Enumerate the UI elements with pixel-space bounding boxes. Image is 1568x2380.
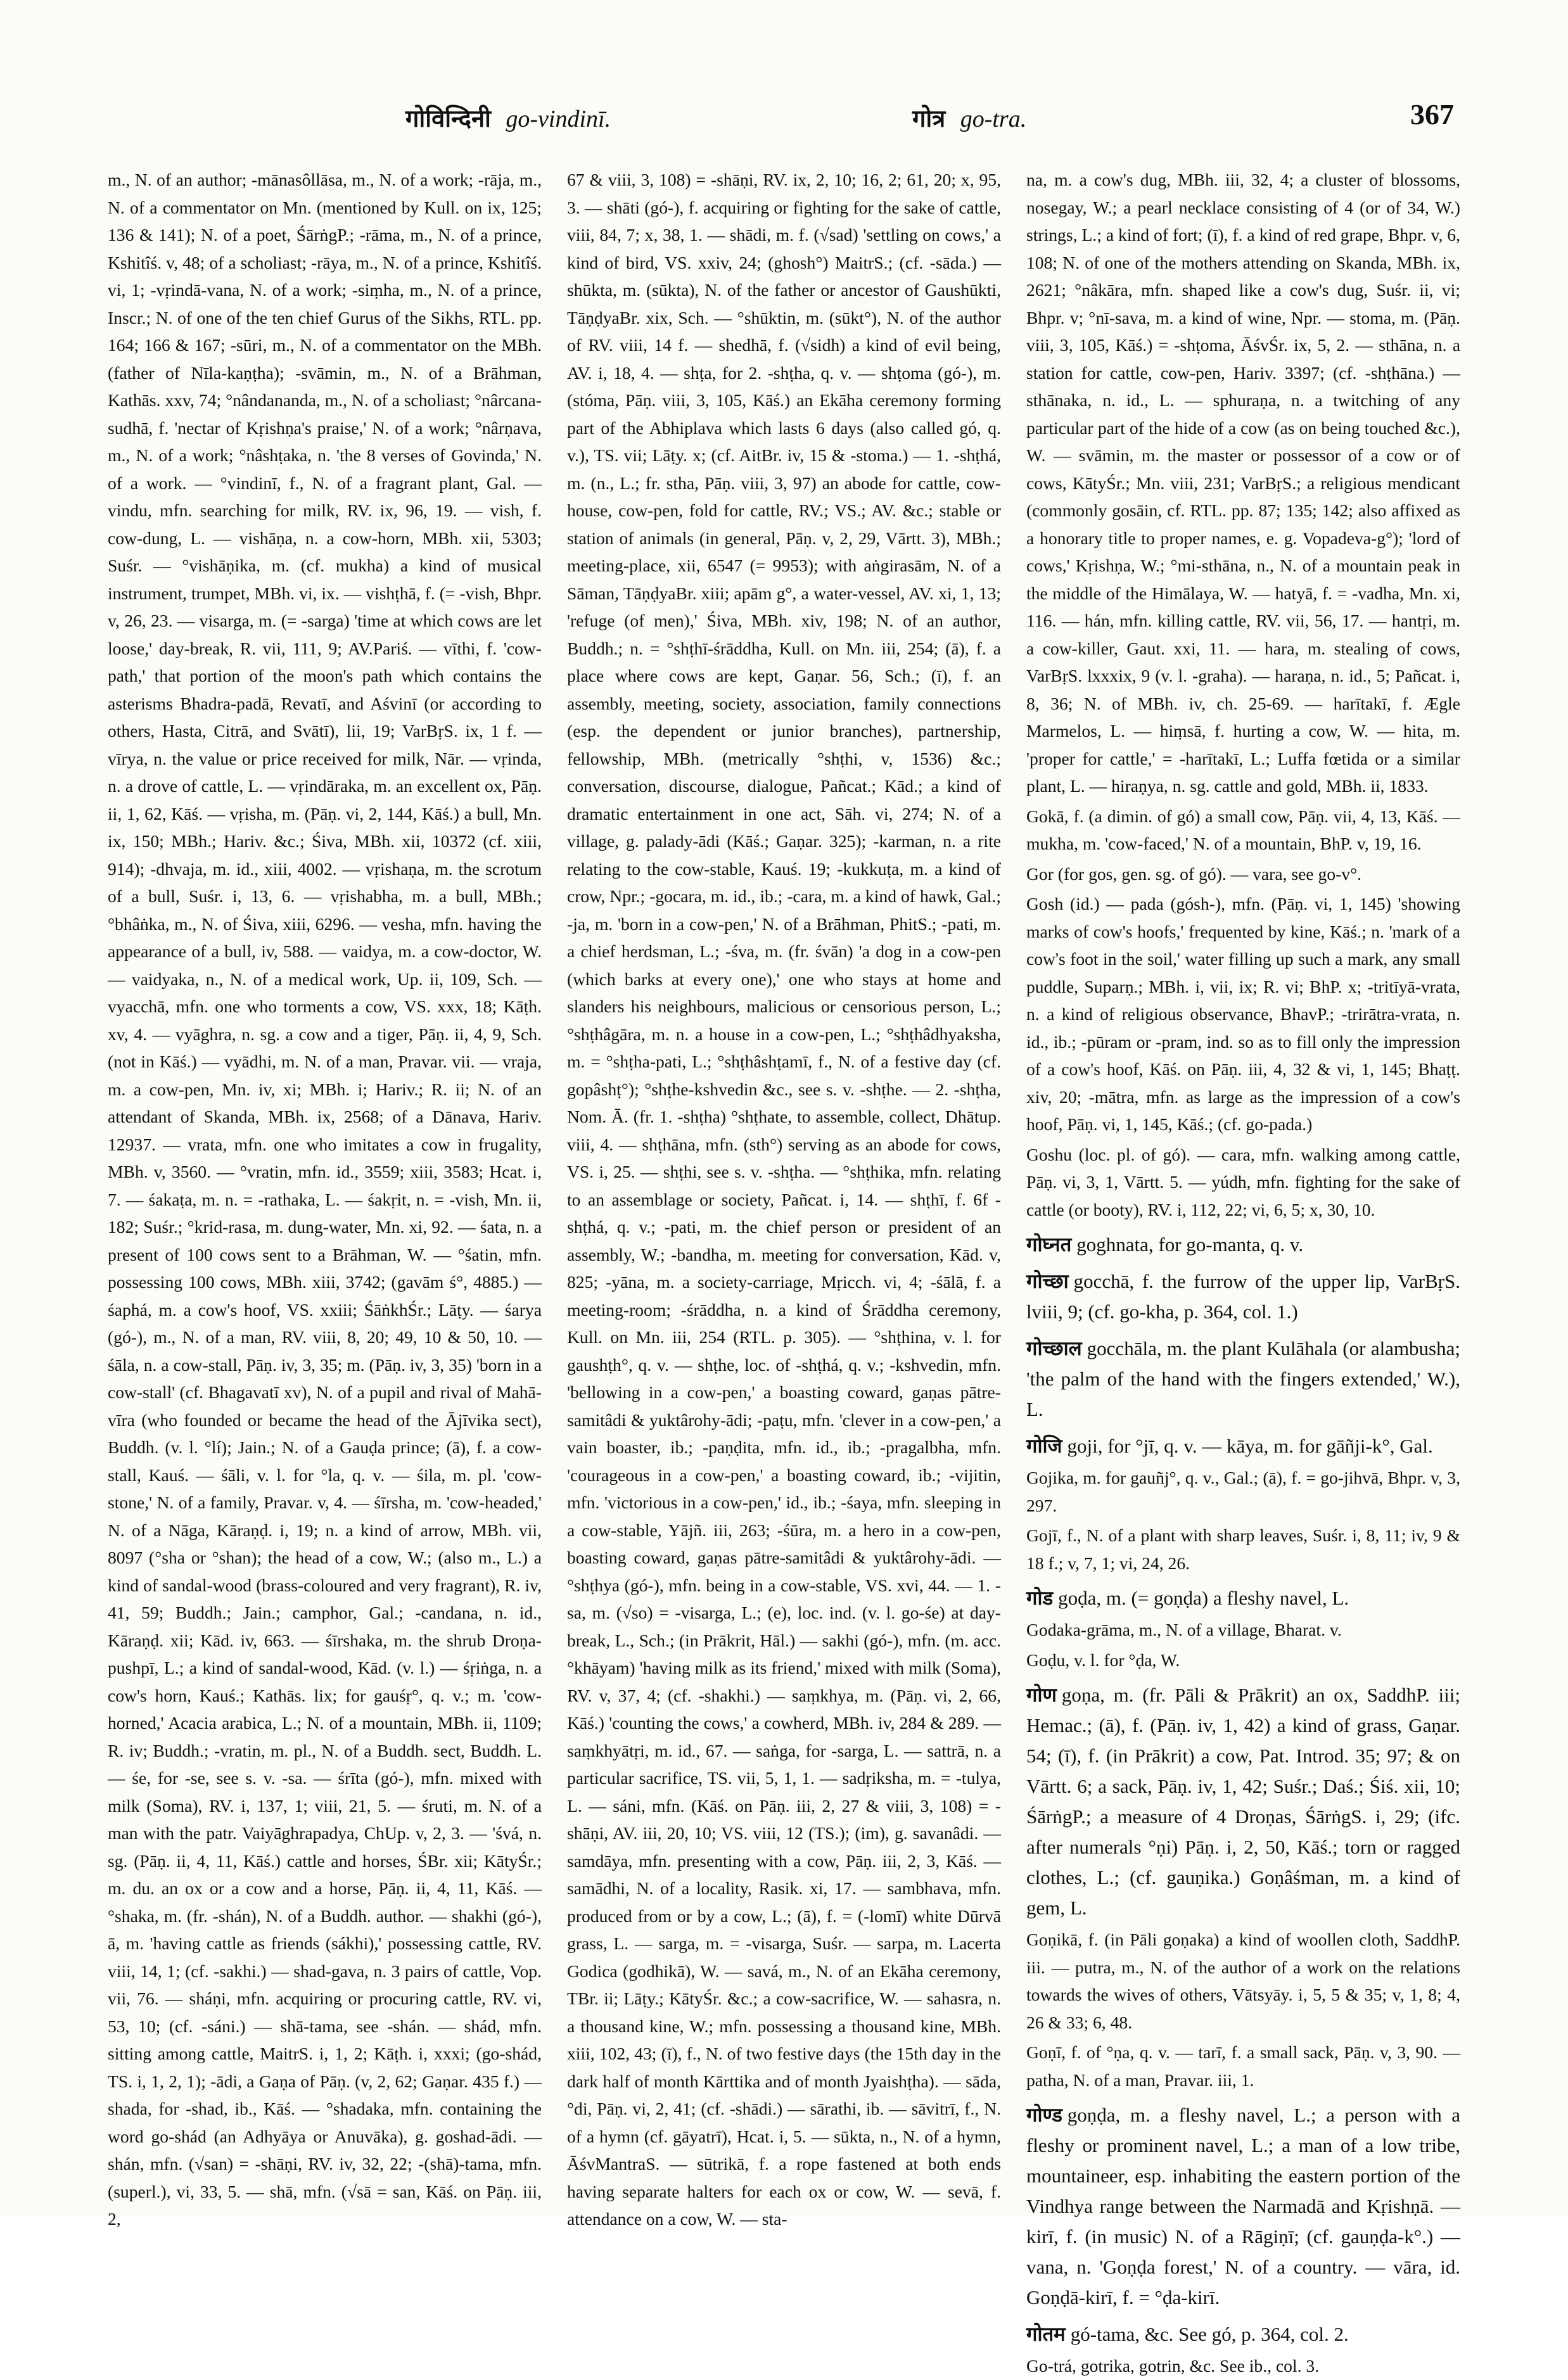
- headword-entry: [1026, 1266, 1460, 1327]
- column-3: [1026, 166, 1460, 2376]
- headword-devanagari: गोजि: [1026, 1435, 1062, 1458]
- headword-devanagari: गोच्छाल: [1026, 1337, 1082, 1360]
- headword-entry: [1026, 1230, 1460, 1260]
- headword-devanagari: गोण: [1026, 1684, 1057, 1707]
- page-header: [114, 98, 1454, 146]
- column-text: 67 & viii, 3, 108) = -shāṇi, RV. ix, 2, 10; 16, 2; 61, 20; x, 95, 3. — shāti (gó-), f. acquiring or fighting for the sake of cattle, viii, 84, 7; x, 38, 1. — shādi, m. f. (√sad) 'settling on cows,' a kind of bird, VS. xxiv, 24; (ghosh°) MaitrS.; (cf. -sāda.) — shūkta, m. (sūkta), N. of the father or ancestor of Gaushūkti, TāṇḍyaBr. xix, Sch. — °shūktin, m. (sūkt°), N. of the author of RV. viii, 14 f. — shedhā, f. (√sidh) a kind of evil being, AV. i, 18, 4. — shṭa, for 2. -shṭha, q. v. — shṭoma (gó-), m. (stóma, Pāṇ. viii, 3, 105, Kāś.) an Ekāha ceremony forming part of the Abhiplava which lasts 6 days (also called gó, q. v.), TS. vii; Lāṭy. x; (cf. AitBr. iv, 15 & -stoma.) — 1. -shṭhá, m. (n., L.; fr. stha, Pāṇ. viii, 3, 97) an abode for cattle, cow-house, cow-pen, fold for cattle, RV.; VS.; AV. &c.; stable or station of animals (in general, Pāṇ. v, 2, 29, Vārtt. 3), MBh.; meeting-place, xii, 6547 (= 9953); with aṅgirasām, N. of a Sāman, TāṇḍyaBr. xiii; apām g°, a water-vessel, AV. xi, 1, 13; 'refuge (of men),' Śiva, MBh. xiv, 198; N. of an author, Buddh.; n. = °shṭhī-śrāddha, Kull. on Mn. iii, 254; (ā), f. a place where cows are kept, Gaṇar. 56, Sch.; (ī), f. an assembly, meeting, society, association, family connections (esp. the dependent or junior branches), partnership, fellowship, MBh. (metrically °shṭhi, v, 1536) &c.; conversation, discourse, dialogue, Pañcat.; Kād.; a kind of dramatic entertainment in one act, Sāh. vi, 274; N. of a village, g. palady-ādi (Kāś.; Gaṇar. 325); -karman, n. a rite relating to the cow-stable, Kauś. 19; -kukkuṭa, m. a kind of crow, Npr.; -gocara, m. id., ib.; -cara, m. a kind of hawk, Gal.; -ja, m. 'born in a cow-pen,' N. of a Brāhman, PhitS.; -pati, m. a chief herdsman, L.; -śva, m. (fr. śvān) 'a dog in a cow-pen (which barks at every one),' one who stays at home and slanders his neighbours, malicious or censorious person, L.; °shṭhâgāra, m. n. a house in a cow-pen, L.; °shṭhâdhyaksha, m. = °shṭha-pati, L.; °shṭhâshṭamī, f., N. of a festive day (cf. gopâshṭ°); °shṭhe-kshvedin &c., see s. v. -shṭhe. — 2. -shṭha, Nom. Ā. (fr. 1. -shṭha) °shṭhate, to assemble, collect, Dhātup. viii, 4. — shṭhāna, mfn. (sth°) serving as an abode for cows, VS. i, 25. — shṭhi, see s. v. -shṭha. — °shṭhika, mfn. relating to an assemblage or society, Pañcat. i, 14. — shṭhī, f. 6f -shṭhá, q. v.; -pati, m. the chief person or president of an assembly, W.; -bandha, m. meeting for conversation, Kād. v, 825; -yāna, m. a society-carriage, Mṛicch. vi, 4; -śālā, f. a meeting-room; -śrāddha, n. a kind of Śrāddha ceremony, Kull. on Mn. iii, 254 (RTL. p. 305). — °shṭhina, v. l. for gaushṭh°, q. v. — shṭhe, loc. of -shṭhá, q. v.; -kshvedin, mfn. 'bellowing in a cow-pen,' a boasting coward, gaṇas pātre-samitâdi & yuktârohy-ādi; -paṭu, mfn. 'clever in a cow-pen,' a vain boaster, ib.; -paṇḍita, mfn. id., ib.; -pragalbha, mfn. 'courageous in a cow-pen,' a boasting coward, ib.; -vijitin, mfn. 'victorious in a cow-pen,' id., ib.; -śaya, mfn. sleeping in a cow-stable, Yājñ. iii, 263; -śūra, m. a hero in a cow-pen, boasting coward, gaṇas pātre-samitâdi & yuktârohy-ādi. — °shṭhya (gó-), mfn. being in a cow-stable, VS. xvi, 44. — 1. -sa, m. (√so) = -visarga, L.; (e), loc. ind. (v. l. go-śe) at day-break, L., Sch.; (in Prākrit, Hāl.) — sakhi (gó-), mfn. (m. acc. °khāyam) 'having milk as its friend,' mixed with milk (Soma), RV. v, 37, 4; (cf. -shakhi.) — saṃkhya, m. (Pāṇ. vi, 2, 66, Kāś.) 'counting the cows,' a cowherd, MBh. iv, 284 & 289. — saṃkhyātṛi, m. id., 67. — saṅga, for -sarga, L. — sattrā, n. a particular sacrifice, TS. vii, 5, 1, 1. — sadṛiksha, m. = -tulya, L. — sáni, mfn. (Kāś. on Pāṇ. iii, 2, 27 & viii, 3, 108) = -shāṇi, AV. iii, 20, 10; VS. viii, 12 (TS.); (im), g. savanâdi. — samdāya, mfn. presenting with a cow, Pāṇ. iii, 2, 3, Kāś. — samādhi, N. of a locality, Rasik. xi, 17. — sambhava, mfn. produced from or by a cow, L.; (ā), f. = (-lomī) white Dūrvā grass, L. — sarga, m. = -visarga, Suśr. — sarpa, m. Lacerta Godica (godhikā), W. — savá, m., N. of an Ekāha ceremony, TBr. ii; Lāṭy.; KātyŚr. &c.; a cow-sacrifice, W. — sahasra, n. a thousand kine, W.; mfn. possessing a thousand kine, MBh. xiii, 102, 43; (ī), f., N. of two festive days (the 15th day in the dark half of month Kārttika and of month Jyaishṭha). — sāda, °di, Pāṇ. vi, 2, 41; (cf. -shādi.) — sārathi, ib. — sāvitrī, f., N. of a hymn (cf. gāyatrī), Hcat. i, 5. — sūkta, n., N. of a hymn, ĀśvMantraS. — sūtrikā, f. a rope fastened at both ends having separate halters for each ox or cow, W. — sevā, f. attendance on a cow, W. — sta-: [567, 170, 1001, 2229]
- dictionary-entry: Goṇikā, f. (in Pāli goṇaka) a kind of woollen cloth, SaddhP. iii. — putra, m., N. of the author of a work on the relations towards the wives of others, Vātsyāy. i, 5, 5 & 35; v, 1, 8; 4, 26 & 33; 6, 48.: [1026, 1930, 1460, 2032]
- headword-devanagari: गोड: [1026, 1587, 1054, 1610]
- headword-text: gó-tama, &c. See gó, p. 364, col. 2.: [1070, 2323, 1349, 2345]
- dictionary-entry: Godaka-grāma, m., N. of a village, Bharat. v.: [1026, 1620, 1342, 1639]
- left-running-head: [405, 101, 611, 134]
- headword-entry: [1026, 2100, 1460, 2313]
- column-1: [108, 166, 542, 2229]
- dictionary-entry: Goṇī, f. of °ṇa, q. v. — tarī, f. a small sack, Pāṇ. v, 3, 90. — patha, N. of a man, Pravar. iii, 1.: [1026, 2042, 1460, 2090]
- center-headword-devanagari: गोत्र: [912, 105, 946, 132]
- page-number: 367: [1410, 98, 1454, 130]
- headword-devanagari: गोच्छा: [1026, 1270, 1069, 1293]
- headword-devanagari: गोण्ड: [1026, 2104, 1062, 2127]
- headword-entry: [1026, 1680, 1460, 1923]
- headword-text: goghnata, for go-manta, q. v.: [1076, 1233, 1304, 1256]
- headword-text: goṇḍa, m. a fleshy navel, L.; a person with a fleshy or prominent navel, L.; a man of a low tribe, mountaineer, esp. inhabiting the eastern portion of the Vindhya range between the Narmadā and Kṛishṇā. — kirī, f. (in music) N. of a Rāgiṇī; (cf. gauṇḍa-k°.) — vana, n. 'Goṇḍa forest,' N. of a country. — vāra, id. Goṇḍā-kirī, f. = °ḍa-kirī.: [1026, 2104, 1460, 2308]
- left-headword-devanagari: गोविन्दिनी: [405, 105, 491, 132]
- column-text: na, m. a cow's dug, MBh. iii, 32, 4; a cluster of blossoms, nosegay, W.; a pearl necklace consisting of 4 (or of 34, W.) strings, L.; a kind of fort; (ī), f. a kind of red grape, Bhpr. v, 6, 108; N. of one of the mothers attending on Skanda, MBh. ix, 2621; °nâkāra, mfn. shaped like a cow's dug, Suśr. ii, vi; Bhpr. v; °nī-sava, m. a kind of wine, Npr. — stoma, m. (Pāṇ. viii, 3, 105, Kāś.) = -shṭoma, ĀśvŚr. ix, 5, 2. — sthāna, n. a station for cattle, cow-pen, Hariv. 3397; (cf. -shṭhāna.) — sthānaka, n. id., L. — sphuraṇa, n. a twitching of any particular part of the hide of a cow (as on being touched &c.), W. — svāmin, m. the master or possessor of a cow or of cows, KātyŚr.; Mn. viii, 231; VarBṛS.; a religious mendicant (commonly gosāin, cf. RTL. pp. 87; 135; 142; also affixed as a honorary title to proper names, e. g. Vopadeva-g°); 'lord of cows,' Kṛishṇa, W.; °mi-sthāna, n., N. of a mountain peak in the middle of the Himālaya, W. — hatyā, f. = -vadha, Mn. xi, 116. — hán, mfn. killing cattle, RV. vii, 56, 17. — hantṛi, m. a cow-killer, Gaut. xxi, 11. — hara, m. stealing of cows, VarBṛS. lxxxix, 9 (v. l. -graha). — haraṇa, n. id., 5; Pañcat. i, 8, 36; N. of MBh. iv, ch. 25-69. — harītakī, f. Ægle Marmelos, L. — hiṃsā, f. hurting a cow, W. — hita, m. 'proper for cattle,' = -harītakī, L.; Luffa fœtida or a similar plant, L. — hiraṇya, n. sg. cattle and gold, MBh. ii, 1833.: [1026, 170, 1460, 796]
- dictionary-entry: Go-trá, gotrika, gotrin, &c. See ib., col. 3.: [1026, 2356, 1320, 2376]
- headword-entry: [1026, 1333, 1460, 1425]
- dictionary-entry: Gokā, f. (a dimin. of gó) a small cow, Pāṇ. vii, 4, 13, Kāś. — mukha, m. 'cow-faced,' N. of a mountain, BhP. v, 19, 16.: [1026, 806, 1460, 853]
- dictionary-entry: Gojī, f., N. of a plant with sharp leaves, Suśr. i, 8, 11; iv, 9 & 18 f.; v, 7, 1; vi, 24, 26.: [1026, 1525, 1460, 1573]
- headword-devanagari: गोतम: [1026, 2323, 1066, 2346]
- dictionary-entry: Gojika, m. for gauñj°, q. v., Gal.; (ā), f. = go-jihvā, Bhpr. v, 3, 297.: [1026, 1468, 1460, 1515]
- column-2: [567, 166, 1001, 2229]
- headword-entry: [1026, 1431, 1460, 1461]
- headword-devanagari: गोघ्नत: [1026, 1233, 1072, 1256]
- dictionary-entry: Goshu (loc. pl. of gó). — cara, mfn. walking among cattle, Pāṇ. vi, 3, 1, Vārtt. 5. — yúdh, mfn. fighting for the sake of cattle (or booty), RV. i, 112, 22; vi, 6, 5; x, 30, 10.: [1026, 1144, 1460, 1219]
- headword-text: gocchā, f. the furrow of the upper lip, VarBṛS. lviii, 9; (cf. go-kha, p. 364, col. 1.): [1026, 1270, 1460, 1323]
- left-headword-roman: go-vindinī.: [506, 106, 611, 132]
- column-text: m., N. of an author; -mānasôllāsa, m., N. of a work; -rāja, m., N. of a commentator on Mn. (mentioned by Kull. on ix, 125; 136 & 141); N. of a poet, ŚārṅgP.; -rāma, m., N. of a prince, Kshitîś. v, 48; of a scholiast; -rāya, m., N. of a prince, Kshitîś. vi, 1; -vṛindā-vana, N. of a work; -siṃha, m., N. of a prince, Inscr.; N. of one of the ten chief Gurus of the Sikhs, RTL. pp. 164; 166 & 167; -sūri, m., N. of a commentator on the MBh. (father of Nīla-kaṇṭha); -svāmin, m., N. of a Brāhman, Kathās. xxv, 74; °nândananda, m., N. of a scholiast; °nârcana-sudhā, f. 'nectar of Kṛishṇa's praise,' N. of a work; °nârṇava, m., N. of a work; °nâshṭaka, n. 'the 8 verses of Govinda,' N. of a work. — °vindinī, f., N. of a fragrant plant, Gal. — vindu, mfn. searching for milk, RV. ix, 96, 19. — vish, f. cow-dung, L. — vishāṇa, n. a cow-horn, MBh. xii, 5303; Suśr. — °vishāṇika, m. (cf. mukha) a kind of musical instrument, trumpet, MBh. vi, ix. — vishṭhā, f. (= -vish, Bhpr. v, 26, 23. — visarga, m. (= -sarga) 'time at which cows are let loose,' day-break, R. vii, 111, 9; AV.Pariś. — vīthi, f. 'cow-path,' that portion of the moon's path which contains the asterisms Bhadra-padā, Revatī, and Aśvinī (or according to others, Hasta, Citrā, and Svātī), lii, 19; VarBṛS. ix, 1 f. — vīrya, n. the value or price received for milk, Nār. — vṛinda, n. a drove of cattle, L. — vṛindāraka, m. an excellent ox, Pāṇ. ii, 1, 62, Kāś. — vṛisha, m. (Pāṇ. vi, 2, 144, Kāś.) a bull, Mn. ix, 150; MBh.; Hariv. &c.; Śiva, MBh. xii, 10372 (cf. xiii, 914); -dhvaja, m. id., xiii, 4002. — vṛishaṇa, m. the scrotum of a bull, Suśr. i, 13, 6. — vṛishabha, m. a bull, MBh.; °bhâṅka, m., N. of Śiva, xiii, 6296. — vesha, mfn. having the appearance of a bull, iv, 588. — vaidya, m. a cow-doctor, W. — vaidyaka, n., N. of a medical work, Up. ii, 109, Sch. — vyacchā, mfn. one who torments a cow, VS. xxx, 18; Kāṭh. xv, 4. — vyāghra, n. sg. a cow and a tiger, Pāṇ. ii, 4, 9, Sch. (not in Kāś.) — vyādhi, m. N. of a man, Pravar. vii. — vraja, m. a cow-pen, Mn. iv, xi; MBh. i; Hariv.; R. ii; N. of an attendant of Skanda, MBh. ix, 2568; of a Dānava, Hariv. 12937. — vrata, mfn. one who imitates a cow in frugality, MBh. v, 3560. — °vratin, mfn. id., 3559; xiii, 3583; Hcat. i, 7. — śakaṭa, m. n. = -rathaka, L. — śakṛit, n. = -vish, Mn. ii, 182; Suśr.; °krid-rasa, m. dung-water, Mn. xi, 92. — śata, n. a present of 100 cows sent to a Brāhman, W. — °śatin, mfn. possessing 100 cows, MBh. xiii, 3742; (gavām ś°, 4885.) — śaphá, m. a cow's hoof, VS. xxiii; ŚāṅkhŚr.; Lāṭy. — śarya (gó-), m., N. of a man, RV. viii, 8, 20; 49, 10 & 50, 10. — śāla, n. a cow-stall, Pāṇ. iv, 3, 35; m. (Pāṇ. iv, 3, 35) 'born in a cow-stall' (cf. Bhagavatī xv), N. of a pupil and rival of Mahā-vīra (who founded or became the head of the Ājīvika sect), Buddh. (v. l. °lí); Jain.; N. of a Gauḍa prince; (ā), f. a cow-stall, Kauś. — śāli, v. l. for °la, q. v. — śila, m. pl. 'cow-stone,' N. of a family, Pravar. v, 4. — śīrsha, m. 'cow-headed,' N. of a Nāga, Kāraṇḍ. i, 19; n. a kind of arrow, MBh. vii, 8097 (°sha or °shan); the head of a cow, W.; (also m., L.) a kind of sandal-wood (brass-coloured and very fragrant), R. iv, 41, 59; Buddh.; Jain.; camphor, Gal.; -candana, n. id., Kāraṇḍ. xii; Kād. iv, 663. — śīrshaka, m. the shrub Droṇa-pushpī, L.; a kind of sandal-wood, Kād. (v. l.) — śṛiṅga, n. a cow's horn, Kauś.; Kathās. lix; for gauśṛ°, q. v.; m. 'cow-horned,' Acacia arabica, L.; N. of a mountain, MBh. ii, 1109; R. iv; Buddh.; -vratin, m. pl., N. of a Buddh. sect, Buddh. L. — śe, for -se, see s. v. -sa. — śrīta (gó-), mfn. mixed with milk (Soma), RV. i, 137, 1; viii, 21, 5. — śruti, m. N. of a man with the patr. Vaiyāghrapadya, ChUp. v, 2, 3. — 'śvá, n. sg. (Pāṇ. ii, 4, 11, Kāś.) cattle and horses, ŚBr. xii; KātyŚr.; m. du. an ox or a cow and a horse, Pāṇ. ii, 4, 11, Kāś. — °shaka, m. (fr. -shán), N. of a Buddh. author. — shakhi (gó-), ā, m. 'having cattle as friends (sákhi),' possessing cattle, RV. viii, 14, 1; (cf. -sakhi.) — shad-gava, n. 3 pairs of cattle, Vop. vii, 76. — sháṇi, mfn. acquiring or procuring cattle, RV. vi, 53, 10; (cf. -sáni.) — shā-tama, see -shán. — shád, mfn. sitting among cattle, MaitrS. i, 1, 2; Kāṭh. i, xxxi; (go-shád, TS. i, 1, 2, 1); -ādi, a Gaṇa of Pāṇ. (v, 2, 62; Gaṇar. 435 f.) — shada, for -shad, ib., Kāś. — °shadaka, mfn. containing the word go-shád (an Adhyāya or Anuvāka), g. goshad-ādi. — shán, mfn. (√san) = -shāṇi, RV. iv, 32, 22; -(shā)-tama, mfn. (superl.), vi, 33, 5. — shā, mfn. (√sā = san, Kāś. on Pāṇ. iii, 2,: [108, 170, 542, 2229]
- headword-text: goṇa, m. (fr. Pāli & Prākrit) an ox, SaddhP. iii; Hemac.; (ā), f. (Pāṇ. iv, 1, 42) a kind of grass, Gaṇar. 54; (ī), f. (in Prākrit) a cow, Pat. Introd. 35; 97; & on Vārtt. 6; a sack, Pāṇ. iv, 1, 42; Suśr.; Daś.; Śiś. xii, 10; ŚārṅgP.; a measure of 4 Droṇas, ŚārṅgS. i, 29; (ifc. after numerals °ṇi) Pāṇ. i, 2, 50, Kāś.; torn or ragged clothes, L.; (cf. gauṇika.) Goṇâśman, m. a kind of gem, L.: [1026, 1684, 1460, 1919]
- dictionary-entry: Goḍu, v. l. for °ḍa, W.: [1026, 1650, 1180, 1670]
- text-columns: [108, 166, 1460, 2376]
- center-running-head: [912, 101, 1026, 134]
- dictionary-entry: Gor (for gos, gen. sg. of gó). — vara, see go-v°.: [1026, 863, 1362, 884]
- dictionary-entry: Gosh (id.) — pada (gósh-), mfn. (Pāṇ. vi, 1, 145) 'showing marks of cow's hoofs,' frequented by kine, Kāś.; n. 'mark of a cow's foot in the soil,' water filling up such a mark, any small puddle, Suparṇ.; MBh. i, vii, ix; R. vi; BhP. x; -tritīyā-vrata, n. a kind of religious observance, BhavP.; -trirātra-vrata, n. id., ib.; -pūram or -pram, ind. so as to fill only the impression of a cow's hoof, Kāś. on Pāṇ. iii, 4, 32 & vi, 1, 145; Bhaṭṭ. xiv, 20; -mātra, mfn. as large as the impression of a cow's hoof, Pāṇ. vi, 1, 145, Kāś.; (cf. go-pada.): [1026, 894, 1460, 1134]
- headword-text: goji, for °jī, q. v. — kāya, m. for gāñji-k°, Gal.: [1067, 1435, 1433, 1457]
- headword-text: goḍa, m. (= goṇḍa) a fleshy navel, L.: [1058, 1587, 1349, 1609]
- center-headword-roman: go-tra.: [960, 106, 1027, 132]
- headword-entry: [1026, 1583, 1460, 1613]
- headword-text: gocchāla, m. the plant Kulāhala (or alambusha; 'the palm of the hand with the fingers extended,' W.), L.: [1026, 1337, 1460, 1420]
- headword-entry: [1026, 2319, 1460, 2350]
